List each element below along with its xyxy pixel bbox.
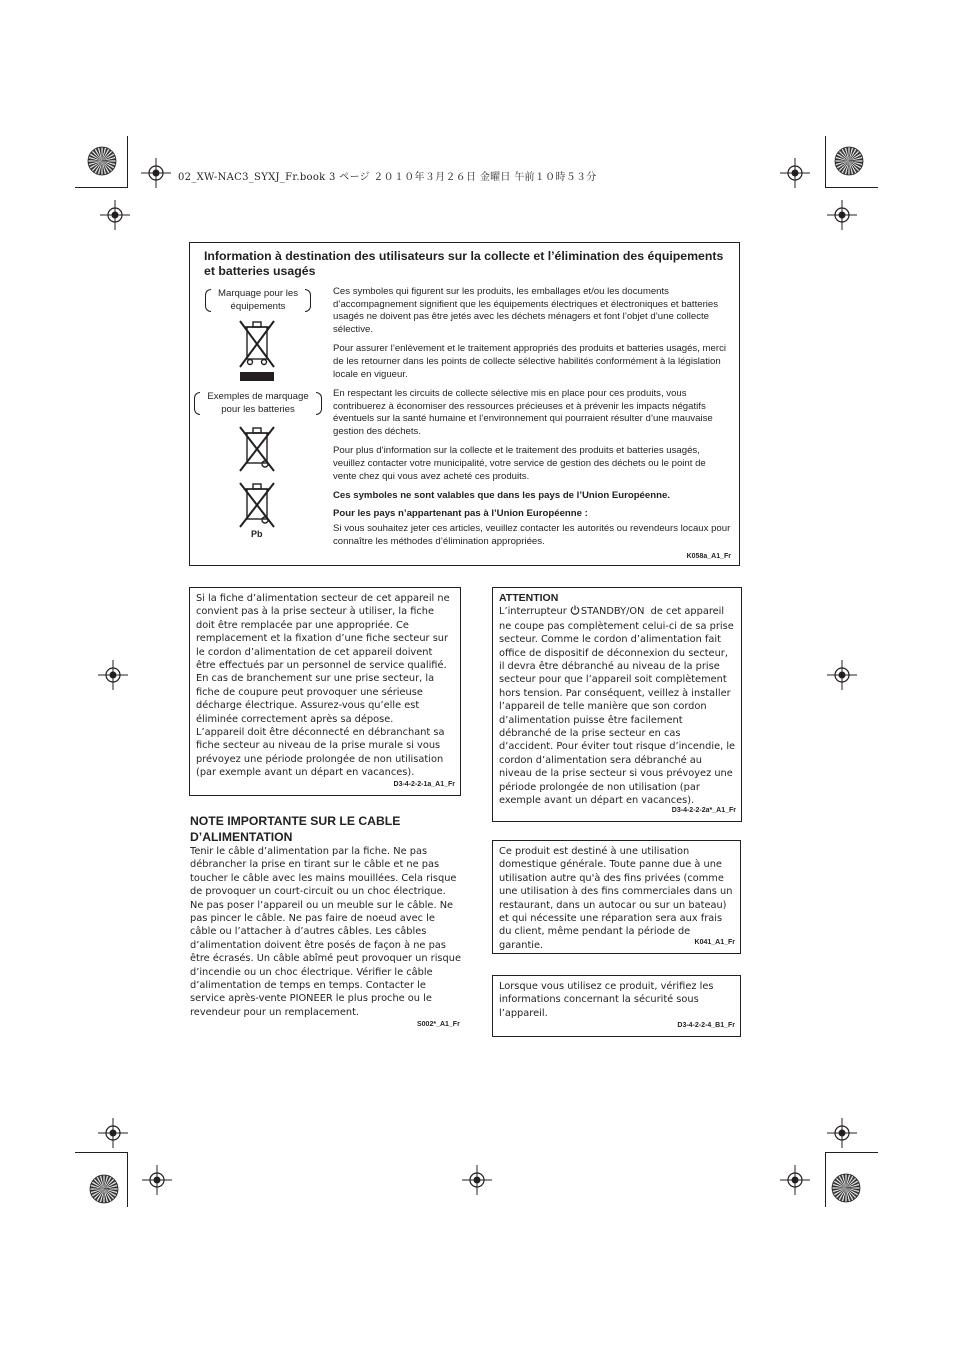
power-standby-icon [570, 605, 580, 619]
crop-line [825, 1152, 878, 1153]
weee-non-eu-heading: Pour les pays n’appartenant pas à l’Union Européenne : [333, 507, 588, 519]
crosshair-mark-top-left-1 [141, 158, 171, 188]
weee-eu-notice: Ces symboles ne sont valables que dans les pays de l’Union Européenne. [333, 489, 670, 501]
crosshair-mark-bottom-left-1 [98, 1118, 128, 1148]
starburst-mark-bottom-left [89, 1174, 119, 1204]
note-ref-code: S002*_A1_Fr [417, 1021, 460, 1028]
starburst-mark-top-left [87, 146, 117, 176]
book-file-header: 02_XW-NAC3_SYXJ_Fr.book 3 ページ ２０１０年３月２６日 金曜日 午前１０時５３分 [178, 172, 597, 183]
domestic-use-box [492, 840, 741, 954]
attention-text [499, 605, 739, 807]
crosshair-mark-bottom-left-2 [142, 1165, 172, 1195]
safety-info-text: Lorsque vous utilisez ce produit, vérifiez les informations concernant la sécurité sous l’appareil. [499, 981, 717, 1019]
label-battery-marking: Exemples de marquage pour les batteries [201, 391, 315, 416]
crosshair-mark-bottom-center [462, 1165, 492, 1195]
weee-non-eu-text: Si vous souhaitez jeter ces articles, veuillez contacter les autorités ou revendeurs locaux pour connaître les méthodes d’élimination appropriées. [333, 523, 731, 547]
weee-title: Information à destination des utilisateurs sur la collecte et l’élimination des équipements et batteries usagés [204, 249, 724, 278]
domestic-use-text: Ce produit est destiné à une utilisation domestique générale. Toute panne due à une utilisation autre qu'à des fins privées (comme une utilisation à des fins commerciales dans un restaurant, dans un autocar ou sur un bateau) et qui nécessite une réparation sera aux frais du client, même pendant la période de garantie. [499, 846, 736, 951]
crosshair-mark-top-right-1 [780, 158, 810, 188]
crop-line [127, 136, 128, 188]
attention-text-rest: STANDBY/ON de cet appareil ne coupe pas complètement celui-ci de sa prise secteur. Comme le cordon d’alimentation fait office de dispositif de déconnexion du secteur, il devra être débranché au niveau de la prise secteur pour que l’appareil soit complètement hors tension. Par conséquent, veillez à installer l’appareil de telle manière que son cordon d’alimentation puisse être facilement débranché de la prise secteur en cas d’accident. Pour éviter tout risque d’incendie, le cordon d’alimentation sera débranché au niveau de la prise secteur si vous prévoyez une période prolongée de non utilisation (par exemple avant un départ en vacances). [499, 606, 739, 807]
label-equipment-marking: Marquage pour les équipements [212, 288, 304, 313]
crossed-bin-icon-equipment [235, 317, 279, 388]
starburst-mark-top-right [834, 146, 864, 176]
crossed-bin-icon-battery-1 [235, 424, 279, 479]
weee-info-box [189, 242, 740, 566]
crop-line [825, 1152, 826, 1207]
weee-paragraph: Pour plus d’information sur la collecte et le traitement des produits et batteries usagés, veuillez contacter votre municipalité, votre service de gestion des déchets ou le point de vente chez qui vous avez acheté ces produits. [333, 445, 706, 482]
attention-title: ATTENTION [499, 592, 559, 604]
pb-label: Pb [251, 529, 263, 539]
crosshair-mark-top-left-2 [100, 200, 130, 230]
crossed-bin-icon-battery-2 [235, 480, 279, 535]
attention-box [492, 587, 742, 822]
crop-line [127, 1152, 128, 1207]
weee-paragraph: En respectant les circuits de collecte sélective mis en place pour ces produits, vous contribuerez à économiser des ressources précieuses et à prévenir les impacts négatifs éventuels sur la santé humaine et l’environnement qui pourraient résulter d’une mauvaise gestion des déchets. [333, 387, 713, 438]
attention-ref-code: D3-4-2-2-2a*_A1_Fr [671, 806, 736, 814]
power-cable-note-title: NOTE IMPORTANTE SUR LE CABLE D’ALIMENTATION [190, 814, 401, 844]
crop-line [825, 136, 826, 188]
crosshair-mark-bottom-right-1 [780, 1165, 810, 1195]
crosshair-mark-bottom-right-2 [827, 1118, 857, 1148]
crop-line [75, 187, 128, 188]
safety-ref-code: D3-4-2-2-4_B1_Fr [677, 1021, 735, 1029]
crosshair-mark-left-middle [98, 660, 128, 690]
domestic-ref-code: K041_A1_Fr [694, 938, 735, 946]
plug-ref-code: D3-4-2-2-1a_A1_Fr [393, 780, 455, 788]
starburst-mark-bottom-right [831, 1173, 861, 1203]
plug-replacement-box [189, 587, 461, 796]
power-cable-note-body: Tenir le câble d’alimentation par la fiche. Ne pas débrancher la prise en tirant sur le câble et ne pas toucher le câble avec les mains mouillées. Cela risque de provoquer un court-circuit ou un choc électrique. Ne pas poser l’appareil ou un meuble sur le câble. Ne pas pincer le câble. Ne pas faire de noeud avec le câble ou l’attacher à d’autres câbles. Les câbles d’alimentation doivent être posés de façon à ne pas être écrasés. Un câble abîmé peut provoquer un risque d’incendie ou un choc électrique. Vérifier le câble d’alimentation de temps en temps. Contacter le service après-vente PIONEER le plus proche ou le revendeur pour un remplacement. [190, 846, 461, 1018]
weee-text-column [333, 286, 731, 549]
crop-line [825, 187, 878, 188]
safety-info-box [492, 975, 741, 1037]
crop-line [75, 1152, 128, 1153]
weee-paragraph: Ces symboles qui figurent sur les produits, les emballages et/ou les documents d’accompagnement signifient que les équipements électriques et électroniques et batteries usagés ne doivent pas être jetés avec les déchets ménagers et font l’objet d’une collecte sélective. [333, 286, 719, 336]
weee-paragraph: Pour assurer l’enlèvement et le traitement appropriés des produits et batteries usagés, merci de les retourner dans les points de collecte sélective habilités conformément à la législation locale en vigueur. [333, 343, 727, 380]
crosshair-mark-right-middle [827, 660, 857, 690]
attention-text-start: L’interrupteur [499, 606, 570, 618]
crosshair-mark-top-right-2 [827, 200, 857, 230]
weee-ref-code: K058a_A1_Fr [686, 553, 731, 560]
plug-replacement-text: Si la fiche d’alimentation secteur de cet appareil ne convient pas à la prise secteur à utiliser, la fiche doit être remplacée par une appropriée. Ce remplacement et la fixation d’une fiche secteur sur le cordon d’alimentation de cet appareil doivent être effectués par un personnel de service qualifié. En cas de branchement sur une prise secteur, la fiche de coupure peut provoquer une sérieuse décharge électrique. Assurez-vous qu’elle est éliminée correctement après sa dépose. L’appareil doit être déconnecté en débranchant sa fiche secteur au niveau de la prise murale si vous prévoyez une période prolongée de non utilisation (par exemple avant un départ en vacances). [196, 593, 450, 779]
